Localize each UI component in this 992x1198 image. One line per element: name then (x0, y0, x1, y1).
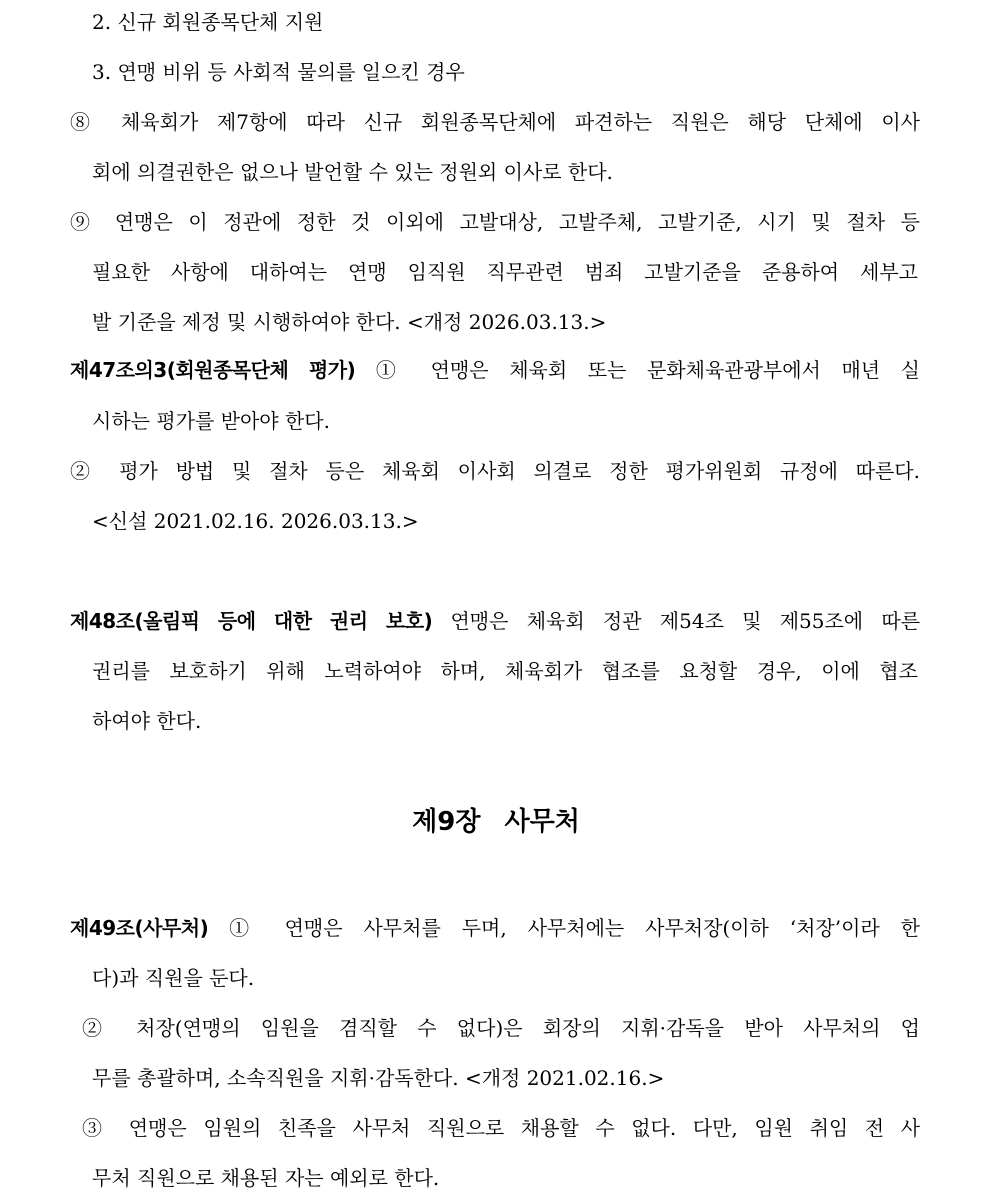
clause-8-line-2: 회에 의결권한은 없으나 발언할 수 있는 정원외 이사로 한다. (92, 160, 613, 184)
chapter-number: 제9장 (412, 807, 481, 837)
chapter-name: 사무처 (504, 807, 580, 837)
chapter-heading (0, 802, 992, 842)
article-47-3-title: 제47조의3(회원종목단체 평가) (70, 358, 356, 382)
article-48-line-2: 권리를 보호하기 위해 노력하여야 하며, 체육회가 협조를 요청할 경우, 이에 협조 (92, 659, 918, 683)
article-48-text: 연맹은 체육회 정관 제54조 및 제55조에 따른 (450, 609, 921, 633)
article-47-3-amendment: <신설 2021.02.16. 2026.03.13.> (92, 509, 419, 533)
clause-9-line-1: ⑨ 연맹은 이 정관에 정한 것 이외에 고발대상, 고발주체, 고발기준, 시기 및 절차 등 (70, 210, 920, 234)
article-48-line-3: 하여야 한다. (92, 709, 202, 733)
article-49-title: 제49조(사무처) (70, 916, 209, 940)
clause-9-line-2: 필요한 사항에 대하여는 연맹 임직원 직무관련 범죄 고발기준을 준용하여 세부고 (92, 260, 918, 284)
article-47-3-clause-2: ② 평가 방법 및 절차 등은 체육회 이사회 의결로 정한 평가위원회 규정에 따른다. (70, 459, 920, 483)
article-47-3-text: ① 연맹은 체육회 또는 문화체육관광부에서 매년 실 (375, 358, 921, 382)
article-49-clause-2-line-1: ② 처장(연맹의 임원을 겸직할 수 없다)은 회장의 지휘·감독을 받아 사무처의 업 (82, 1016, 920, 1040)
clause-9-line-3: 발 기준을 제정 및 시행하여야 한다. <개정 2026.03.13.> (92, 310, 607, 334)
list-item-3: 3. 연맹 비위 등 사회적 물의를 일으킨 경우 (92, 60, 465, 84)
article-49-clause-2-line-2: 무를 총괄하며, 소속직원을 지휘·감독한다. <개정 2021.02.16.> (92, 1066, 665, 1090)
article-48-title: 제48조(올림픽 등에 대한 권리 보호) (70, 609, 433, 633)
clause-8-line-1: ⑧ 체육회가 제7항에 따라 신규 회원종목단체에 파견하는 직원은 해당 단체에 이사 (70, 110, 920, 134)
article-49-line-1 (0, 913, 920, 943)
article-49-text: ① 연맹은 사무처를 두며, 사무처에는 사무처장(이하 ‘처장’이라 한 (229, 916, 920, 940)
article-48-line-1 (0, 606, 920, 636)
article-49-line-2: 다)과 직원을 둔다. (92, 966, 255, 990)
article-49-clause-3-line-2: 무처 직원으로 채용된 자는 예외로 한다. (92, 1166, 440, 1190)
article-47-3-line-2: 시하는 평가를 받아야 한다. (92, 409, 330, 433)
article-49-clause-3-line-1: ③ 연맹은 임원의 친족을 사무처 직원으로 채용할 수 없다. 다만, 임원 취임 전 사 (82, 1116, 920, 1140)
list-item-2: 2. 신규 회원종목단체 지원 (92, 10, 324, 34)
article-47-3-line-1 (0, 355, 920, 385)
